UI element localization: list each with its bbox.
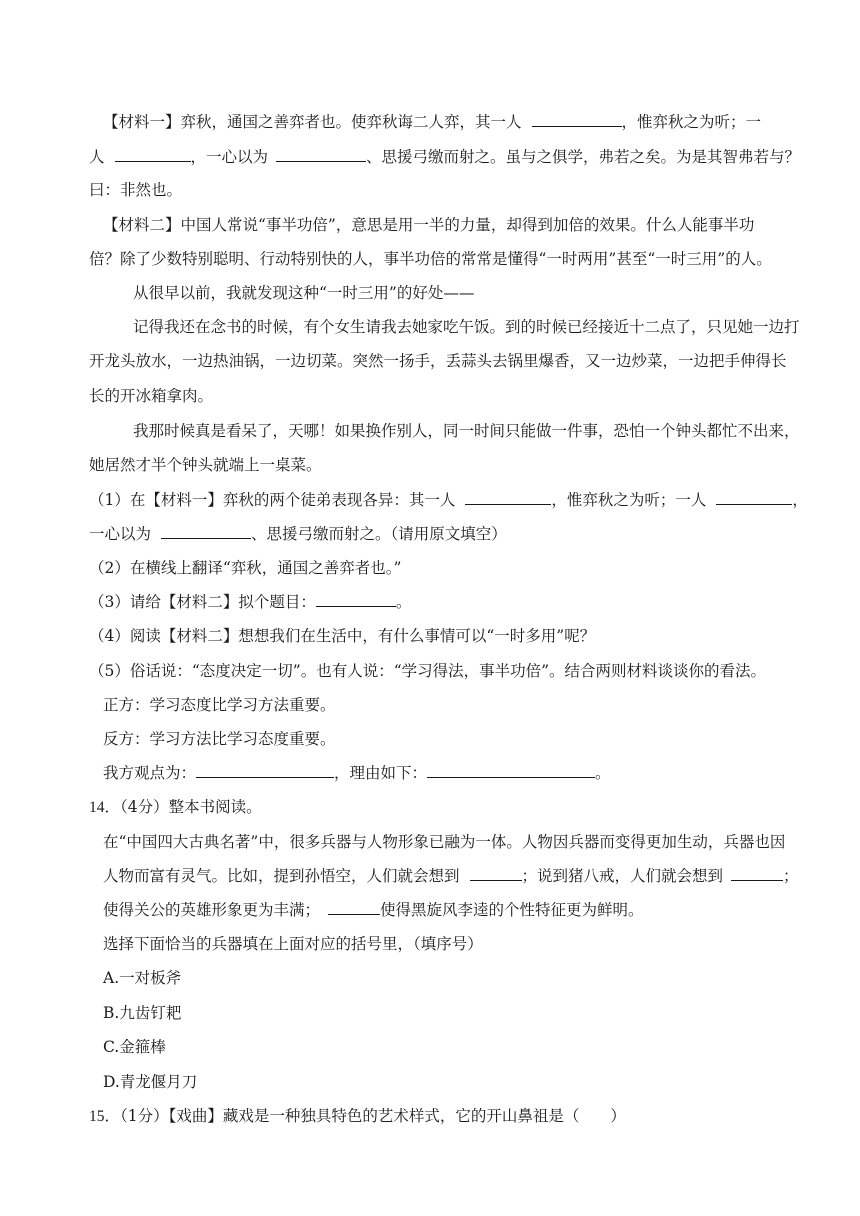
material2-para1-line2: 倍？除了少数特别聪明、行动特别快的人，事半功倍的常常是懂得“一时两用”甚至“一时三用”的人。 (89, 250, 772, 268)
con-side: 反方：学习方法比学习态度重要。 (103, 730, 336, 748)
answer-blank[interactable] (161, 524, 251, 539)
material1-line2: 人 ，一心以为 、思援弓缴而射之。虽与之俱学，弗若之矣。为是其智弗若与？ (89, 148, 801, 166)
material1-line1: 【材料一】弈秋，通国之善弈者也。使弈秋诲二人弈，其一人 ，惟弈秋之为听；一 (103, 113, 762, 131)
option-d[interactable]: D.青龙偃月刀 (103, 1073, 198, 1091)
question-14-header: 14．（4分）整本书阅读。 (89, 798, 262, 816)
answer-blank[interactable] (465, 490, 551, 505)
question-number: 15． (89, 1108, 121, 1125)
question-14-line1: 在“中国四大古典名著”中，很多兵器与人物形象已融为一体。人物因兵器而变得更加生动，兵器也因 (103, 833, 786, 851)
option-c[interactable]: C.金箍棒 (103, 1038, 166, 1056)
question-14-line2: 人物而富有灵气。比如，提到孙悟空，人们就会想到 ；说到猪八戒，人们就会想到 ； (103, 867, 799, 885)
answer-blank[interactable] (115, 147, 191, 162)
material2-para2: 从很早以前，我就发现这种“一时三用”的好处—— (133, 284, 475, 302)
answer-blank[interactable] (316, 592, 396, 607)
question-3: （3）请给【材料二】拟个题目： 。 (89, 593, 412, 611)
answer-blank[interactable] (470, 866, 522, 881)
material2-para1-line1: 【材料二】中国人常说“事半功倍”，意思是用一半的力量，却得到加倍的效果。什么人能事半功 (103, 216, 755, 234)
option-a[interactable]: A.一对板斧 (103, 969, 182, 987)
material2-para3-line2: 开龙头放水，一边热油锅，一边切菜。突然一扬手，丢蒜头去锅里爆香，又一边炒菜，一边把手伸得长 (89, 352, 787, 370)
my-view-line: 我方观点为： ，理由如下： 。 (103, 764, 611, 782)
question-2: （2）在横线上翻译“弈秋，通国之善弈者也。” (89, 559, 402, 577)
question-14-line3: 使得关公的英雄形象更为丰满； 使得黑旋风李逵的个性特征更为鲜明。 (103, 901, 644, 919)
answer-blank[interactable] (427, 763, 595, 778)
answer-blank[interactable] (532, 112, 622, 127)
material1-line3: 曰：非然也。 (89, 181, 183, 199)
question-14-instruction: 选择下面恰当的兵器填在上面对应的括号里，（填序号） (103, 935, 483, 953)
answer-blank[interactable] (716, 490, 792, 505)
material2-para4-line1: 我那时候真是看呆了，天哪！如果换作别人，同一时间只能做一件事，恐怕一个钟头都忙不出来， (133, 422, 800, 440)
answer-blank[interactable] (276, 147, 366, 162)
pro-side: 正方：学习态度比学习方法重要。 (103, 696, 336, 714)
question-1-line1: （1）在【材料一】弈秋的两个徒弟表现各异：其一人 ，惟弈秋之为听；一人 ， (89, 491, 808, 509)
material2-para3-line1: 记得我还在念书的时候，有个女生请我去她家吃午饭。到的时候已经接近十二点了，只见她一边打 (133, 318, 800, 336)
question-1-line2: 一心以为 、思援弓缴而射之。（请用原文填空） (89, 525, 507, 543)
answer-blank[interactable] (731, 866, 783, 881)
material2-para4-line2: 她居然才半个钟头就端上一桌菜。 (89, 456, 322, 474)
answer-blank[interactable] (328, 900, 380, 915)
option-b[interactable]: B.九齿钉耙 (103, 1004, 182, 1022)
question-15: 15．（1分）【戏曲】藏戏是一种独具特色的艺术样式，它的开山鼻祖是（ ） (89, 1107, 626, 1125)
material2-para3-line3: 长的开冰箱拿肉。 (89, 387, 214, 405)
question-5: （5）俗话说：“态度决定一切”。也有人说：“学习得法，事半功倍”。结合两则材料谈谈你的看法。 (89, 662, 767, 680)
question-4: （4）阅读【材料二】想想我们在生活中，有什么事情可以“一时多用”呢？ (89, 627, 596, 645)
question-number: 14． (89, 799, 121, 816)
answer-blank[interactable] (196, 763, 334, 778)
